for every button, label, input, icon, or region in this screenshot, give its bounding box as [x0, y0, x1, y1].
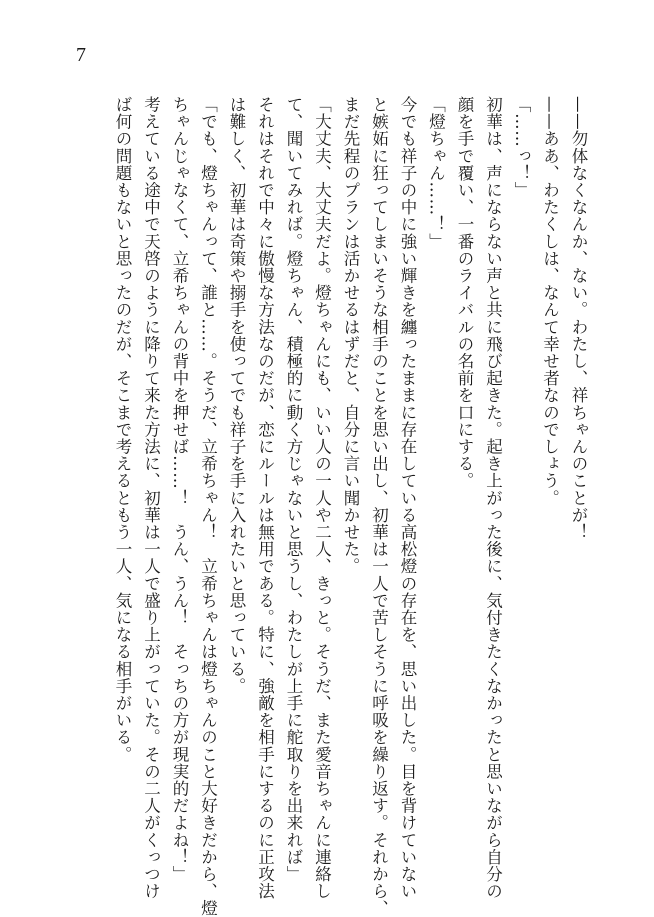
text-line: 初華は、声にならない声と共に飛び起きた。起き上がった後に、気付きたくなかったと思いながら自分の	[483, 96, 503, 900]
text-line: まだ先程のプランは活かせるはずだと、自分に言い聞かせた。	[341, 96, 360, 575]
body-text	[108, 96, 593, 917]
text-line: て、聞いてみれば。燈ちゃん、積極的に動く方じゃないと思うし、わたしが上手に舵取りを出来れば」	[284, 96, 303, 883]
text-line: 「でも、燈ちゃんって、誰と……。そうだ、立希ちゃん！ 立希ちゃんは燈ちゃんのこと大好きだから、燈	[198, 96, 218, 917]
text-line: ちゃんじゃなくて、立希ちゃんの背中を押せば……！ うん、うん！ そっちの方が現実的だよね！」	[170, 96, 189, 883]
text-line: 今でも祥子の中に強い輝きを纏ったままに存在している高松燈の存在を、思い出した。目を背けていない	[398, 96, 417, 900]
text-line: 「……っ！」	[512, 96, 531, 199]
text-line: 「大丈夫、大丈夫だよ。燈ちゃんにも、いい人の一人や二人、きっと。そうだ、また愛音ちゃんに連絡し	[312, 96, 332, 900]
text-line: 「燈ちゃん……！」	[426, 96, 446, 250]
page-number: 7	[76, 44, 86, 66]
text-line: 考えている途中で天啓のように降りて来た方法に、初華は一人で盛り上がっていた。その二人がくっつけ	[141, 96, 161, 900]
text-line: 顔を手で覆い、一番のライバルの名前を口にする。	[455, 96, 474, 490]
text-line: は難しく、初華は奇策や搦手を使ってでも祥子を手に入れたいと思っている。	[227, 96, 246, 695]
text-line: ば何の問題もないと思ったのだが、そこまで考えるともう一人、気になる相手がいる。	[113, 96, 132, 763]
text-line: それはそれで中々に傲慢な方法なのだが、恋にルールは無用である。特に、強敵を相手にするのに正攻法	[255, 96, 275, 900]
text-line: ——勿体なくなんか、ない。わたし、祥ちゃんのことが！	[569, 96, 588, 541]
text-line: と嫉妬に狂ってしまいそうな相手のことを思い出し、初華は一人で苦しそうに呼吸を繰り返す。それから、	[369, 96, 389, 917]
text-line: ——ああ、わたくしは、なんて幸せ者なのでしょう。	[540, 96, 560, 507]
